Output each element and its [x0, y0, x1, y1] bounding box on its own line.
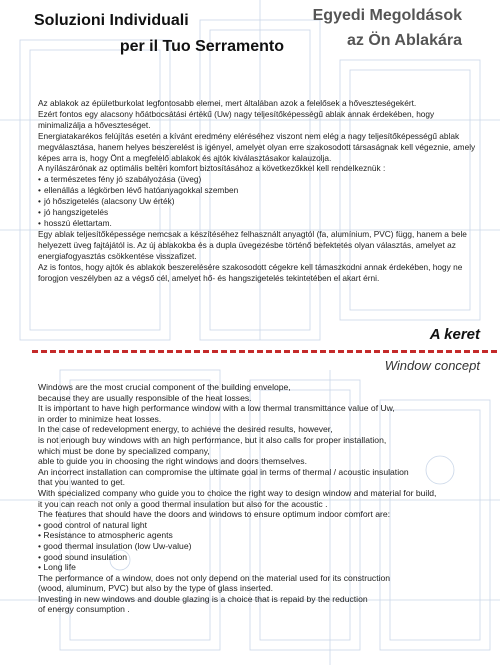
hu-list-item: • hosszú élettartam. — [38, 218, 478, 229]
english-body — [38, 382, 478, 615]
en-line: able to guide you in choosing the right windows and doors themselves. — [38, 456, 307, 467]
hungarian-title-line2: az Ön Ablakára — [346, 32, 462, 50]
hu-paragraph: Egy ablak teljesítőképessége nemcsak a készítéséhez felhasznált anyagtól (fa, alumínium, PVC) függ, hanem a bele helyezett üveg fajtájától is. Az új ablakokba és a dupla üvegezésbe történő befektetés olyan választás, amelyet az energiafogyasztás csökkentése visszafizet. — [38, 228, 467, 261]
en-line: It is important to have high performance window with a low thermal transmittance value of Uw, — [38, 403, 395, 414]
italian-title-line2: per il Tuo Serramento — [119, 38, 284, 56]
en-line: An incorrect installation can compromise the ultimate goal in terms of thermal / acoustic insulation — [38, 466, 409, 477]
en-feature-list — [38, 520, 478, 573]
red-dashed-divider — [32, 350, 497, 353]
hungarian-title — [262, 6, 462, 50]
italian-title-line1: Soluzioni Individuali — [34, 12, 189, 29]
en-line: in order to minimize heat losses. — [38, 413, 162, 424]
section-heading-window-concept: Window concept — [384, 358, 480, 373]
en-list-item: • Resistance to atmospheric agents — [38, 530, 173, 541]
hu-paragraph: Az is fontos, hogy ajtók és ablakok beszerelésére szakosodott cégekre kell támaszkodni annak érdekében, hogy ne forogjon veszélyben az a végső cél, amelyet hő- és hangszigetelés tekintetében el akart érni. — [38, 261, 463, 283]
hu-paragraph: Energiatakarékos felújítás esetén a kívánt eredmény eléréséhez viszont nem elég a nagy teljesítőképességű ablak megválasztása, hanem helyes beszerelést is igényel, amelyet olyan erre szakosodott társaságnak kell végeznie, amely képes arra is, hogy Önt a megfelelő ablakok és ajtók kiválasztásakor kalauzolja. — [38, 130, 476, 163]
en-line: The features that should have the doors and windows to ensure optimum indoor comfort are: — [38, 509, 391, 520]
en-line: In the case of redevelopment energy, to achieve the desired results, however, — [38, 424, 333, 435]
en-list-item: • Long life — [38, 562, 76, 573]
en-line: of energy consumption . — [38, 604, 130, 615]
en-list-item: • good sound insulation — [38, 551, 128, 562]
hungarian-title-line1: Egyedi Megoldások — [312, 7, 462, 24]
hu-feature-list — [38, 174, 478, 229]
en-line: is not enough buy windows with an high performance, but it also calls for proper installation, — [38, 434, 387, 445]
hu-list-item: • a természetes fény jó szabályozása (üveg) — [38, 174, 478, 185]
en-line: Windows are the most crucial component of the building envelope, — [38, 382, 291, 392]
en-list-item: • good control of natural light — [38, 519, 148, 530]
en-line: The performance of a window, does not only depend on the material used for its construction — [38, 572, 391, 583]
en-line: (wood, aluminum, PVC) but also by the type of glass inserted. — [38, 583, 274, 594]
en-line: With specialized company who guide you to choice the right way to design window and material for build, — [38, 487, 437, 498]
section-heading-keret: A keret — [429, 326, 480, 343]
en-line: which must be done by specialized company, — [38, 445, 210, 456]
hungarian-body — [38, 98, 478, 283]
en-line: that you wanted to get. — [38, 477, 125, 488]
en-list-item: • good thermal insulation (low Uw-value) — [38, 540, 192, 551]
hu-paragraph: Ezért fontos egy alacsony hőátbocsátási értékű (Uw) nagy teljesítőképességű ablak annak érdekében, hogy minimalizálja a hőveszteséget. — [38, 108, 435, 130]
hu-paragraph: Az ablakok az épületburkolat legfontosabb elemei, mert általában azok a felelősek a hőveszteségekért. — [38, 98, 417, 108]
italian-title — [34, 12, 284, 57]
hu-paragraph: A nyílászárónak az optimális beltéri komfort biztosításához a következőkkel kell rendelkeznük : — [38, 163, 386, 174]
en-line: Investing in new windows and double glazing is a choice that is repaid by the reduction — [38, 593, 368, 604]
hu-list-item: • jó hangszigetelés — [38, 207, 478, 218]
en-line: because they are usually responsible of the heat losses. — [38, 392, 252, 403]
en-line: it you can reach not only a good thermal insulation but also for the acoustic . — [38, 498, 328, 509]
hu-list-item: • jó hőszigetelés (alacsony Uw érték) — [38, 196, 478, 207]
hu-list-item: • ellenállás a légkörben lévő hatóanyagokkal szemben — [38, 185, 478, 196]
